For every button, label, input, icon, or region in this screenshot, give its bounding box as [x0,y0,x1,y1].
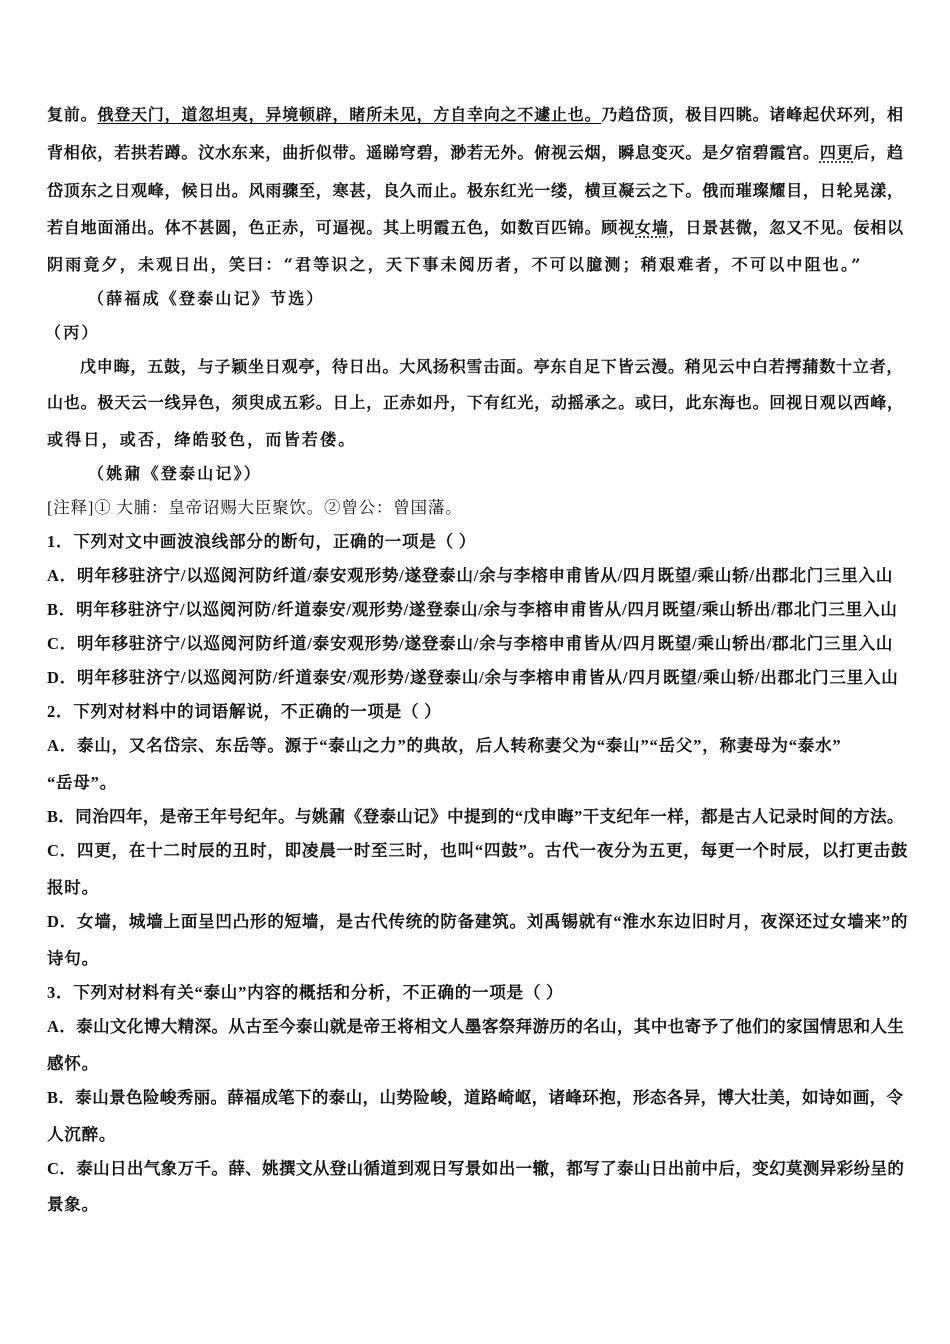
q3-option-a: A．泰山文化博大精深。从古至今泰山就是帝王将相文人墨客祭拜游历的名山，其中也寄予了他们的家国情思和人生 [47,1017,905,1036]
dotted-term: 四更 [819,143,854,162]
q1-option-c: C．明年移驻济宁/以巡阅河防纤道/泰安观形势/遂登泰山/余与李榕申甫皆从/四月既望/乘山轿出/郡北门三里入山 [47,634,894,653]
q2-option-c: C．四更，在十二时辰的丑时，即凌晨一时至三时，也叫“四鼓”。古代一夜分为五更，每更一个时辰，以打更击鼓 [47,841,909,860]
passage-line [47,140,904,163]
text-span: 复前。 [47,105,98,124]
passage-line [47,215,904,238]
q1-option-d: D．明年移驻济宁/以巡阅河防/纤道泰安/观形势/遂登泰山/余与李榕申甫皆从/四月既望/乘山轿/出郡北门三里入山 [47,668,899,687]
passage-line: 阴雨竟夕，未观日出，笑曰：“君等识之，天下事未阅历者，不可以臆测；稍艰难者，不可以中阻也。” [47,255,863,274]
q2-option-d-cont: 诗句。 [47,949,99,968]
passage-line: 戊申晦，五鼓，与子颖坐日观亭，待日出。大风扬积雪击面。亭东自足下皆云漫。稍见云中白若摴蒱数十立者， [80,357,904,376]
text-span: 乃趋岱顶，极目四眺。诸峰起伏环列，相 [601,105,904,124]
q1-option-b: B．明年移驻济宁/以巡阅河防/纤道泰安/观形势/遂登泰山/余与李榕申甫皆从/四月既望/乘山轿出/郡北门三里入山 [47,600,898,619]
q2-option-d: D．女墙，城墙上面呈凹凸形的短墙，是古代传统的防备建筑。刘禹锡就有“淮水东边旧时月，夜深还过女墙来”的 [47,912,909,931]
question-3-stem: 3．下列对材料有关“泰山”内容的概括和分析，不正确的一项是（ ） [47,983,564,1002]
q2-option-c-cont: 报时。 [47,878,99,897]
q1-option-a: A．明年移驻济宁/以巡阅河防纤道/泰安观形势/遂登泰山/余与李榕申甫皆从/四月既望/乘山轿/出郡北门三里入山 [47,566,894,585]
passage-line: 山也。极天云一线异色，须臾成五彩。日上，正赤如丹，下有红光，动摇承之。或曰，此东海也。回视日观以西峰， [47,393,904,412]
passage-line [47,102,904,125]
q3-option-b-cont: 人沉醉。 [47,1125,117,1144]
text-span: 后，趋 [853,143,904,162]
passage-line: 岱顶东之日观峰，候日出。风雨骤至，寒甚，良久而止。极东红光一缕，横亘凝云之下。俄而璀璨耀目，日轮晃漾， [47,181,904,200]
text-span: 背相依，若拱若蹲。汶水东来，曲折似带。遥睇穹碧，渺若无外。俯视云烟，瞬息变灭。是夕宿碧霞宫。 [47,143,820,162]
passage-source: （薛福成《登泰山记》节选） [88,289,325,308]
q3-option-b: B．泰山景色险峻秀丽。薛福成笔下的泰山，山势险峻，道路崎岖，诸峰环抱，形态各异，博大壮美，如诗如画，令 [47,1088,904,1107]
passage-source: （姚鼐《登泰山记》） [88,464,263,483]
passage-label: （丙） [45,323,100,342]
underlined-sentence: 俄登天门，道忽坦夷，异境顿辟，睹所未见，方自幸向之不遽止也。 [97,105,602,124]
passage-line: 或得日，或否，绛皓驳色，而皆若偻。 [47,430,357,449]
q2-option-b: B．同治四年，是帝王年号纪年。与姚鼐《登泰山记》中提到的“戊申晦”干支纪年一样，都是古人记录时间的方法。 [47,807,904,826]
q3-option-c-cont: 景象。 [47,1195,99,1214]
q3-option-c: C．泰山日出气象万千。薛、姚撰文从登山循道到观日写景如出一辙，都写了泰山日出前中后，变幻莫测异彩纷呈的 [47,1159,905,1178]
text-span: 若自地面涌出。体不甚圆，色正赤，可逼视。其上明霞五色，如数百匹锦。顾视 [47,218,636,237]
q2-option-a-cont: “岳母”。 [47,773,117,792]
q3-option-a-cont: 感怀。 [47,1054,99,1073]
question-2-stem: 2．下列对材料中的词语解说，不正确的一项是（ ） [47,702,442,721]
text-span: ，日景甚微，忽又不见。佞相以 [668,218,904,237]
q2-option-a: A．泰山，又名岱宗、东岳等。源于“泰山之力”的典故，后人转称妻父为“泰山”“岳父”，称妻母为“泰水” [47,736,842,755]
annotation-notes: [注释]① 大脯：皇帝诏赐大臣聚饮。②曾公：曾国藩。 [47,498,463,517]
question-1-stem: 1．下列对文中画波浪线部分的断句，正确的一项是（ ） [47,532,477,551]
dotted-term: 女墙 [635,218,669,237]
